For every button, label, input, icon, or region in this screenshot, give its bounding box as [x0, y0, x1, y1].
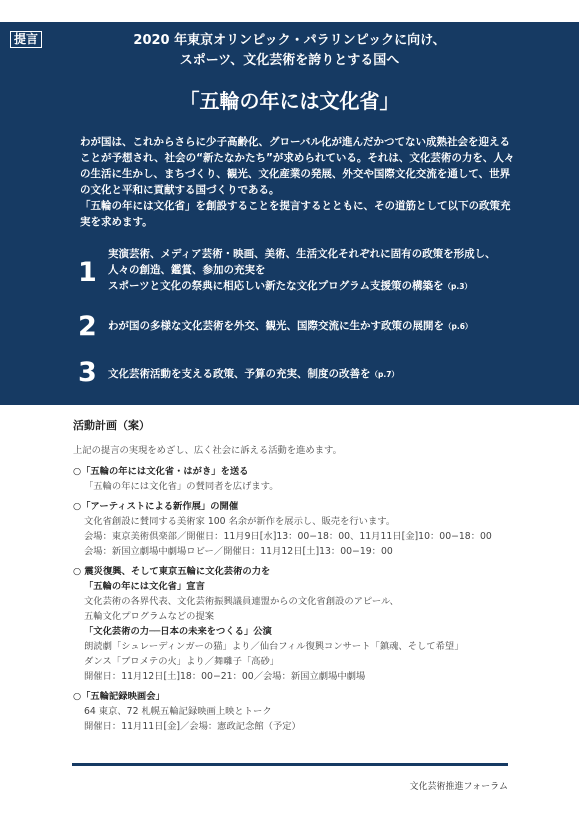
- proposal-line: スポーツと文化の祭典に相応しい新たな文化プログラム支援策の構築を: [108, 280, 444, 292]
- page-ref: （p.3）: [443, 282, 472, 291]
- lead-paragraph: [80, 134, 520, 230]
- activity-item: [73, 499, 523, 559]
- activity-subtitle: 「文化芸術の力──日本の未来をつくる」公演: [84, 626, 272, 637]
- proposal-number: 2: [78, 311, 97, 342]
- activity-detail: 会場：東京美術倶楽部／開催日：11月9日[水]13：00−18：00、11月11日[金]10：00−18：00: [84, 531, 492, 542]
- plan-heading: 活動計画（案）: [73, 419, 150, 432]
- activity-item: [73, 689, 523, 734]
- activity-detail: 五輪文化プログラムなどの提案: [84, 611, 215, 622]
- activity-plan: [73, 418, 523, 739]
- proposal-text: [108, 366, 538, 383]
- proposal-line: わが国の多様な文化芸術を外交、観光、国際交流に生かす政策の展開を: [108, 320, 444, 332]
- main-title: 「五輪の年には文化省」: [179, 89, 400, 113]
- activity-detail: 「五輪の年には文化省」の賛同者を広げます。: [84, 481, 279, 492]
- proposal-tag: 提言: [10, 31, 42, 48]
- activity-title: ○「五輪記録映画会」: [73, 691, 165, 702]
- activity-detail: 文化省創設に賛同する美術家 100 名余が新作を展示し、販売を行います。: [84, 516, 396, 527]
- activity-detail: 文化芸術の各界代表、文化芸術振興議員連盟からの文化省創設のアピール、: [84, 596, 399, 607]
- proposal-text: [108, 318, 538, 335]
- page-ref: （p.6）: [444, 322, 473, 331]
- lead-line: 「五輪の年には文化省」を創設することを提言するとともに、その道筋として以下の政策充: [80, 200, 511, 212]
- activity-detail: 朗読劇「シュレーディンガーの猫」より／仙台フィル復興コンサート「鎮魂、そして希望」: [84, 641, 464, 652]
- activity-detail: 開催日：11月11日[金]／会場：憲政記念館（予定）: [84, 721, 301, 732]
- activity-title: ○ 震災復興、そして東京五輪に文化芸術の力を: [73, 566, 271, 577]
- activity-detail: 会場：新国立劇場中劇場ロビー／開催日：11月12日[土]13：00−19：00: [84, 546, 393, 557]
- lead-line: 実を求めます。: [80, 216, 153, 228]
- lead-line: の文化と平和に貢献する国づくりである。: [80, 184, 280, 196]
- lead-line: ことが予想され、社会の“新たなかたち”が求められている。それは、文化芸術の力を、人々: [80, 152, 515, 164]
- plan-intro: 上記の提言の実現をめざし、広く社会に訴える活動を進めます。: [73, 445, 342, 456]
- proposal-line: 文化芸術活動を支える政策、予算の充実、制度の改善を: [108, 368, 371, 380]
- proposal-banner: [0, 22, 579, 405]
- proposal-number: 3: [78, 357, 97, 388]
- subtitle-line-1: 2020 年東京オリンピック・パラリンピックに向け、: [133, 33, 446, 48]
- subtitle-line-2: スポーツ、文化芸術を誇りとする国へ: [179, 53, 400, 68]
- lead-line: の生活に生かし、まちづくり、観光、文化産業の発展、外交や国際文化交流を通して、世界: [80, 168, 511, 180]
- activity-subtitle: 「五輪の年には文化省」宣言: [84, 581, 205, 592]
- activity-item: [73, 464, 523, 494]
- activity-detail: 開催日：11月12日[土]18：00−21：00／会場：新国立劇場中劇場: [84, 671, 366, 682]
- page-ref: （p.7）: [370, 370, 399, 379]
- activity-detail: ダンス「ブロメテの火」より／舞囃子「高砂」: [84, 656, 280, 667]
- organization-name: 文化芸術推進フォーラム: [409, 782, 508, 792]
- activity-detail: 64 東京、72 札幌五輪記録映画上映とトーク: [84, 706, 272, 717]
- proposal-number: 1: [78, 257, 97, 288]
- footer-divider: [72, 763, 508, 766]
- lead-line: わが国は、これからさらに少子高齢化、グローバル化が進んだかつてない成熟社会を迎える: [80, 136, 510, 148]
- proposal-line: 実演芸術、メディア芸術・映画、美術、生活文化それぞれに固有の政策を形成し、: [108, 248, 496, 260]
- proposal-text: [108, 246, 538, 295]
- proposal-line: 人々の創造、鑑賞、参加の充実を: [108, 264, 266, 276]
- activity-title: ○「アーティストによる新作展」の開催: [73, 501, 239, 512]
- activity-title: ○「五輪の年には文化省・はがき」を送る: [73, 466, 249, 477]
- activity-item: [73, 564, 523, 684]
